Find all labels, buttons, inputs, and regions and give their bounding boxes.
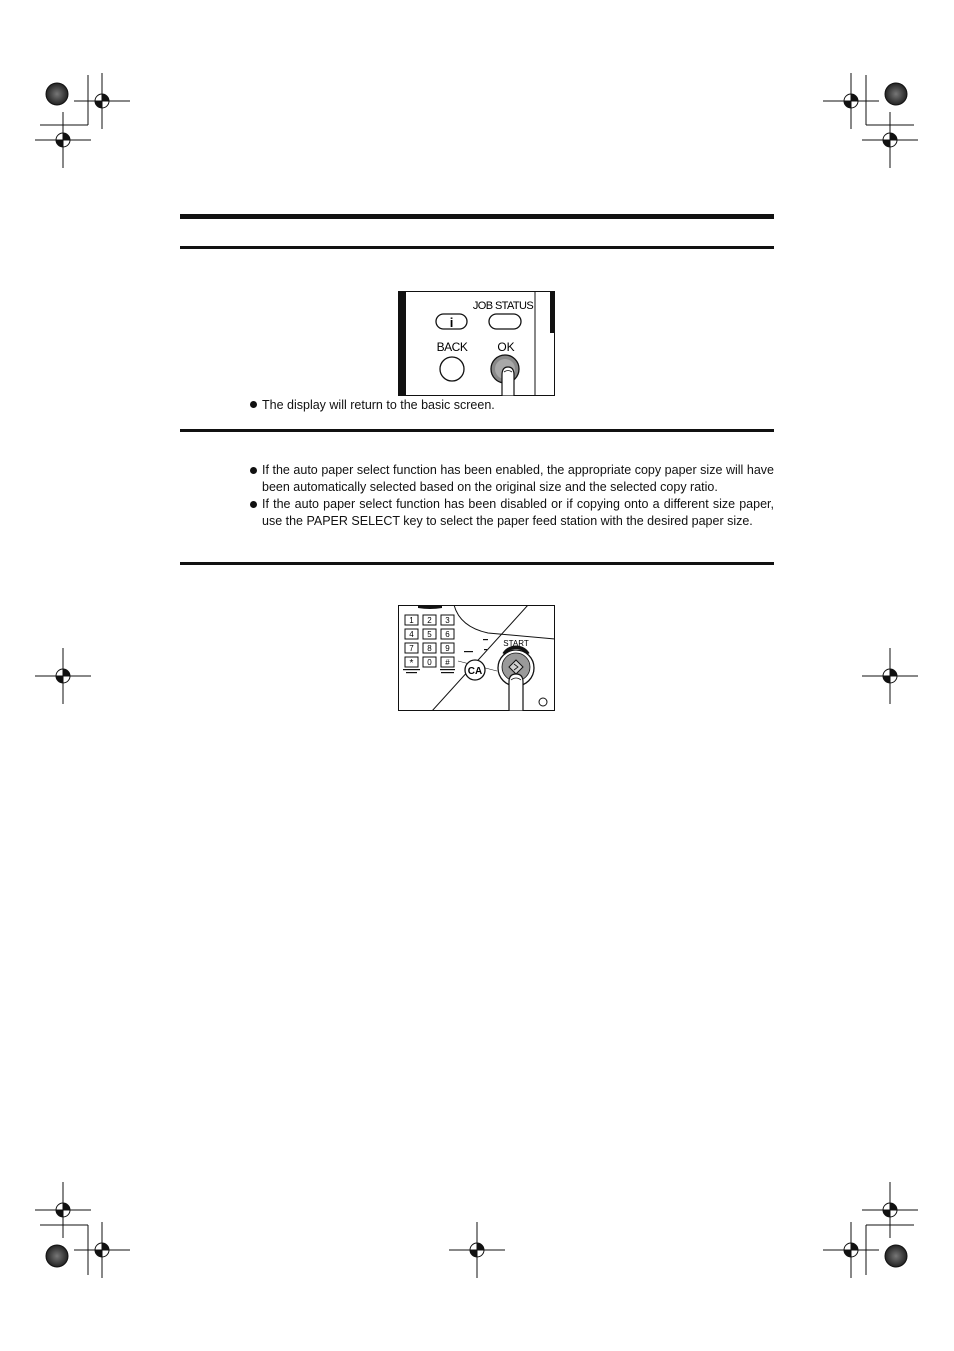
key-9-label: 9 (445, 644, 450, 653)
bullet-icon (250, 401, 257, 408)
key-4-label: 4 (409, 630, 414, 639)
paper-note-auto-text: If the auto paper select function has been enabled, the appropriate copy paper size will have been automatically selected based on the original size and the selected copy ratio. (262, 463, 774, 494)
paper-select-notes (250, 462, 774, 530)
job-status-button[interactable] (489, 314, 521, 329)
ok-button-figure (398, 291, 555, 396)
info-icon: i (449, 315, 454, 330)
step-rule-3 (180, 562, 774, 565)
step-rule-1 (180, 246, 774, 249)
step-rule-2 (180, 429, 774, 432)
key-star-label: * (409, 658, 414, 669)
bullet-icon (250, 467, 257, 474)
back-label: BACK (436, 340, 468, 354)
key-5-label: 5 (427, 630, 432, 639)
ok-note (250, 397, 495, 414)
paper-note-auto (250, 462, 774, 496)
clear-all-label: CA (467, 666, 483, 677)
paper-note-manual-text: If the auto paper select function has been disabled or if copying onto a different size paper, use the PAPER SELECT key to select the paper feed station with the desired paper size. (262, 497, 774, 528)
header-rule (180, 214, 774, 219)
job-status-label: JOB STATUS (472, 300, 534, 312)
start-button-figure (398, 605, 555, 711)
key-8-label: 8 (427, 644, 432, 653)
ok-note-text: The display will return to the basic screen. (262, 398, 495, 412)
key-3-label: 3 (445, 616, 450, 625)
key-7-label: 7 (409, 644, 414, 653)
key-2-label: 2 (427, 616, 432, 625)
start-label: START (503, 639, 529, 648)
paper-note-manual (250, 496, 774, 530)
key-6-label: 6 (445, 630, 450, 639)
key-1-label: 1 (409, 616, 414, 625)
bullet-icon (250, 501, 257, 508)
key-hash-label: # (445, 658, 450, 667)
ok-label: OK (497, 340, 515, 354)
key-0-label: 0 (427, 658, 432, 667)
indicator-lamp (539, 698, 547, 706)
back-button[interactable] (440, 357, 464, 381)
finger-icon (502, 367, 514, 396)
